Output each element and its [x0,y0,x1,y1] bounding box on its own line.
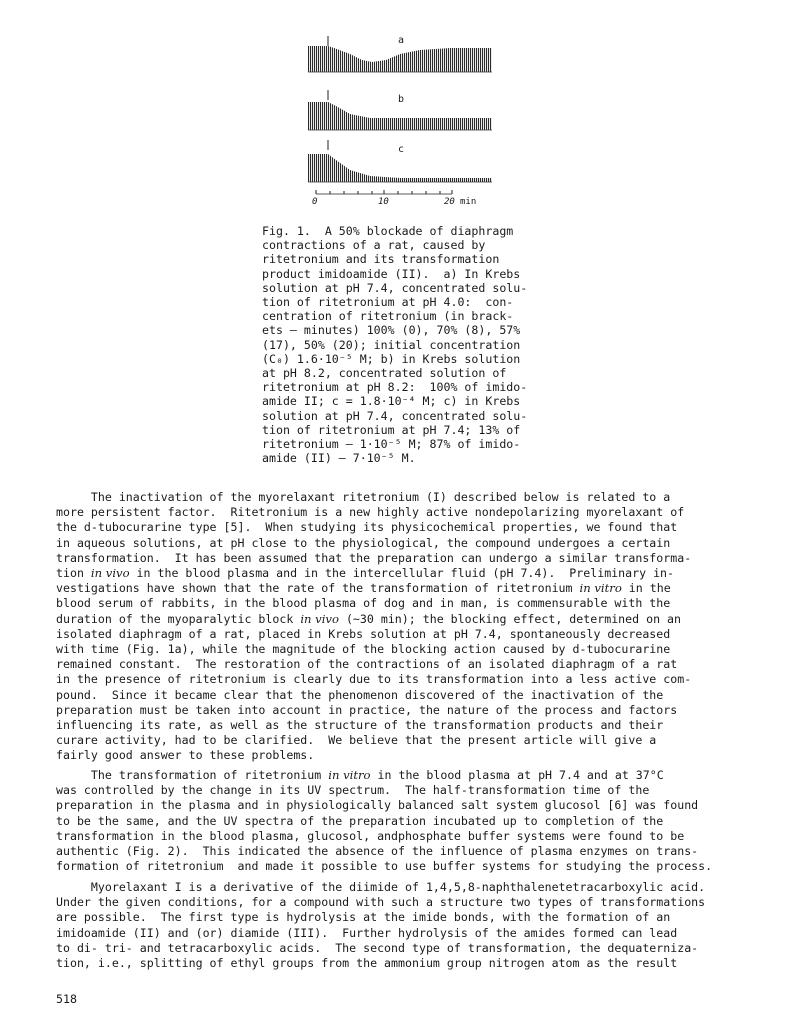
paragraph-1 [56,490,756,764]
text-line: pound. Since it became clear that the phenomenon discovered of the inactivation of the [56,687,664,702]
text-line: tion in vivo in the blood plasma and in the intercellular fluid (pH 7.4). Preliminary in- [56,566,675,581]
axis-tick-0: 0 [312,197,318,207]
text-line: transformation in the blood plasma, glucosol, andphosphate buffer systems were found to be [56,828,685,843]
text-line: fairly good answer to these problems. [56,748,315,763]
text-line: are possible. The first type is hydrolysis at the imide bonds, with the formation of an [56,910,671,925]
axis-unit: min [460,197,477,207]
caption-line: (17), 50% (20); initial concentration [262,337,521,352]
trace-c-label: c [398,144,405,155]
text-line: imidoamide (II) and (or) diamide (III). Further hydrolysis of the amides formed can lead [56,925,678,940]
figure-1-traces [300,30,500,215]
text-line: with time (Fig. 1a), while the magnitude of the blocking action caused by d-tubocurarine [56,642,671,657]
text-line: preparation must be taken into account in practice, the nature of the process and factors [56,702,678,717]
axis-tick-20: 20 [444,197,455,207]
caption-line: product imidoamide (II). a) In Krebs [262,266,521,281]
text-line: authentic (Fig. 2). This indicated the absence of the influence of plasma enzymes on trans- [56,844,699,859]
text-line: isolated diaphragm of a rat, placed in Krebs solution at pH 7.4, spontaneously decreased [56,626,671,641]
figure-caption [262,224,552,465]
caption-line: amide (II) — 7·10⁻⁵ M. [262,451,416,466]
caption-line: amide II; c = 1.8·10⁻⁴ M; c) in Krebs [262,394,521,409]
caption-line: at pH 8.2, concentrated solution of [262,366,507,381]
text-line: in aqueous solutions, at pH close to the physiological, the compound undergoes a certain [56,535,671,550]
text-line: the d-tubocurarine type [5]. When studying its physicochemical properties, we found that [56,520,678,535]
caption-line: (C₀) 1.6·10⁻⁵ M; b) in Krebs solution [262,351,521,366]
text-line: The transformation of ritetronium in vitro in the blood plasma at pH 7.4 and at 37°C [56,768,664,782]
text-line: Under the given conditions, for a compound with such a structure two types of transformations [56,895,706,910]
text-line: vestigations have shown that the rate of the transformation of ritetronium in vitro in the [56,581,671,596]
text-line: influencing its rate, as well as the structure of the transformation products and their [56,718,664,733]
text-line: blood serum of rabbits, in the blood plasma of dog and in man, is commensurable with the [56,596,671,611]
text-line: more persistent factor. Ritetronium is a new highly active nondepolarizing myorelaxant of [56,505,685,520]
text-line: to be the same, and the UV spectra of the preparation incubated up to completion of the [56,813,664,828]
text-line: preparation in the plasma and in physiologically balanced salt system glucosol [6] was found [56,798,699,813]
trace-b-bars [308,102,492,130]
page-number: 518 [56,992,77,1006]
caption-line: ritetronium at pH 8.2: 100% of imido- [262,380,528,395]
caption-line: solution at pH 7.4, concentrated solu- [262,408,528,423]
trace-a-bars [308,46,492,72]
caption-line: contractions of a rat, caused by [262,238,486,253]
text-line: was controlled by the change in its UV spectrum. The half-transformation time of the [56,783,650,798]
caption-line: Fig. 1. A 50% blockade of diaphragm [262,224,514,238]
text-line: to di- tri- and tetracarboxylic acids. The second type of transformation, the dequaterniza- [56,940,699,955]
caption-line: ets — minutes) 100% (0), 70% (8), 57% [262,323,521,338]
paragraph-3 [56,880,756,971]
paragraph-2 [56,768,756,874]
trace-b-label: b [398,94,405,105]
text-line: Myorelaxant I is a derivative of the diimide of 1,4,5,8-naphthalenetetracarboxylic acid. [56,880,706,894]
caption-line: centration of ritetronium (in brack- [262,309,514,324]
caption-line: ritetronium — 1·10⁻⁵ M; 87% of imido- [262,437,521,452]
text-line: remained constant. The restoration of the contractions of an isolated diaphragm of a rat [56,657,678,672]
text-line: in the presence of ritetronium is clearly due to its transformation into a less active com- [56,672,692,687]
caption-line: ritetronium and its transformation [262,252,500,267]
text-line: formation of ritetronium and made it possible to use buffer systems for studying the process. [56,859,713,874]
time-axis [316,190,452,194]
text-line: The inactivation of the myorelaxant ritetronium (I) described below is related to a [56,490,671,504]
text-line: curare activity, had to be clarified. We believe that the present article will give a [56,733,657,748]
caption-line: solution at pH 7.4, concentrated solu- [262,280,528,295]
text-line: tion, i.e., splitting of ethyl groups from the ammonium group nitrogen atom as the result [56,956,678,971]
text-line: duration of the myoparalytic block in vivo (~30 min); the blocking effect, determined on an [56,611,681,626]
caption-line: tion of ritetronium at pH 4.0: con- [262,295,514,310]
figure-1 [300,30,500,215]
trace-c-bars [308,154,492,182]
axis-tick-10: 10 [378,197,389,207]
trace-a-label: a [398,35,405,46]
caption-line: tion of ritetronium at pH 7.4; 13% of [262,422,521,437]
text-line: transformation. It has been assumed that the preparation can undergo a similar transforma- [56,550,692,565]
